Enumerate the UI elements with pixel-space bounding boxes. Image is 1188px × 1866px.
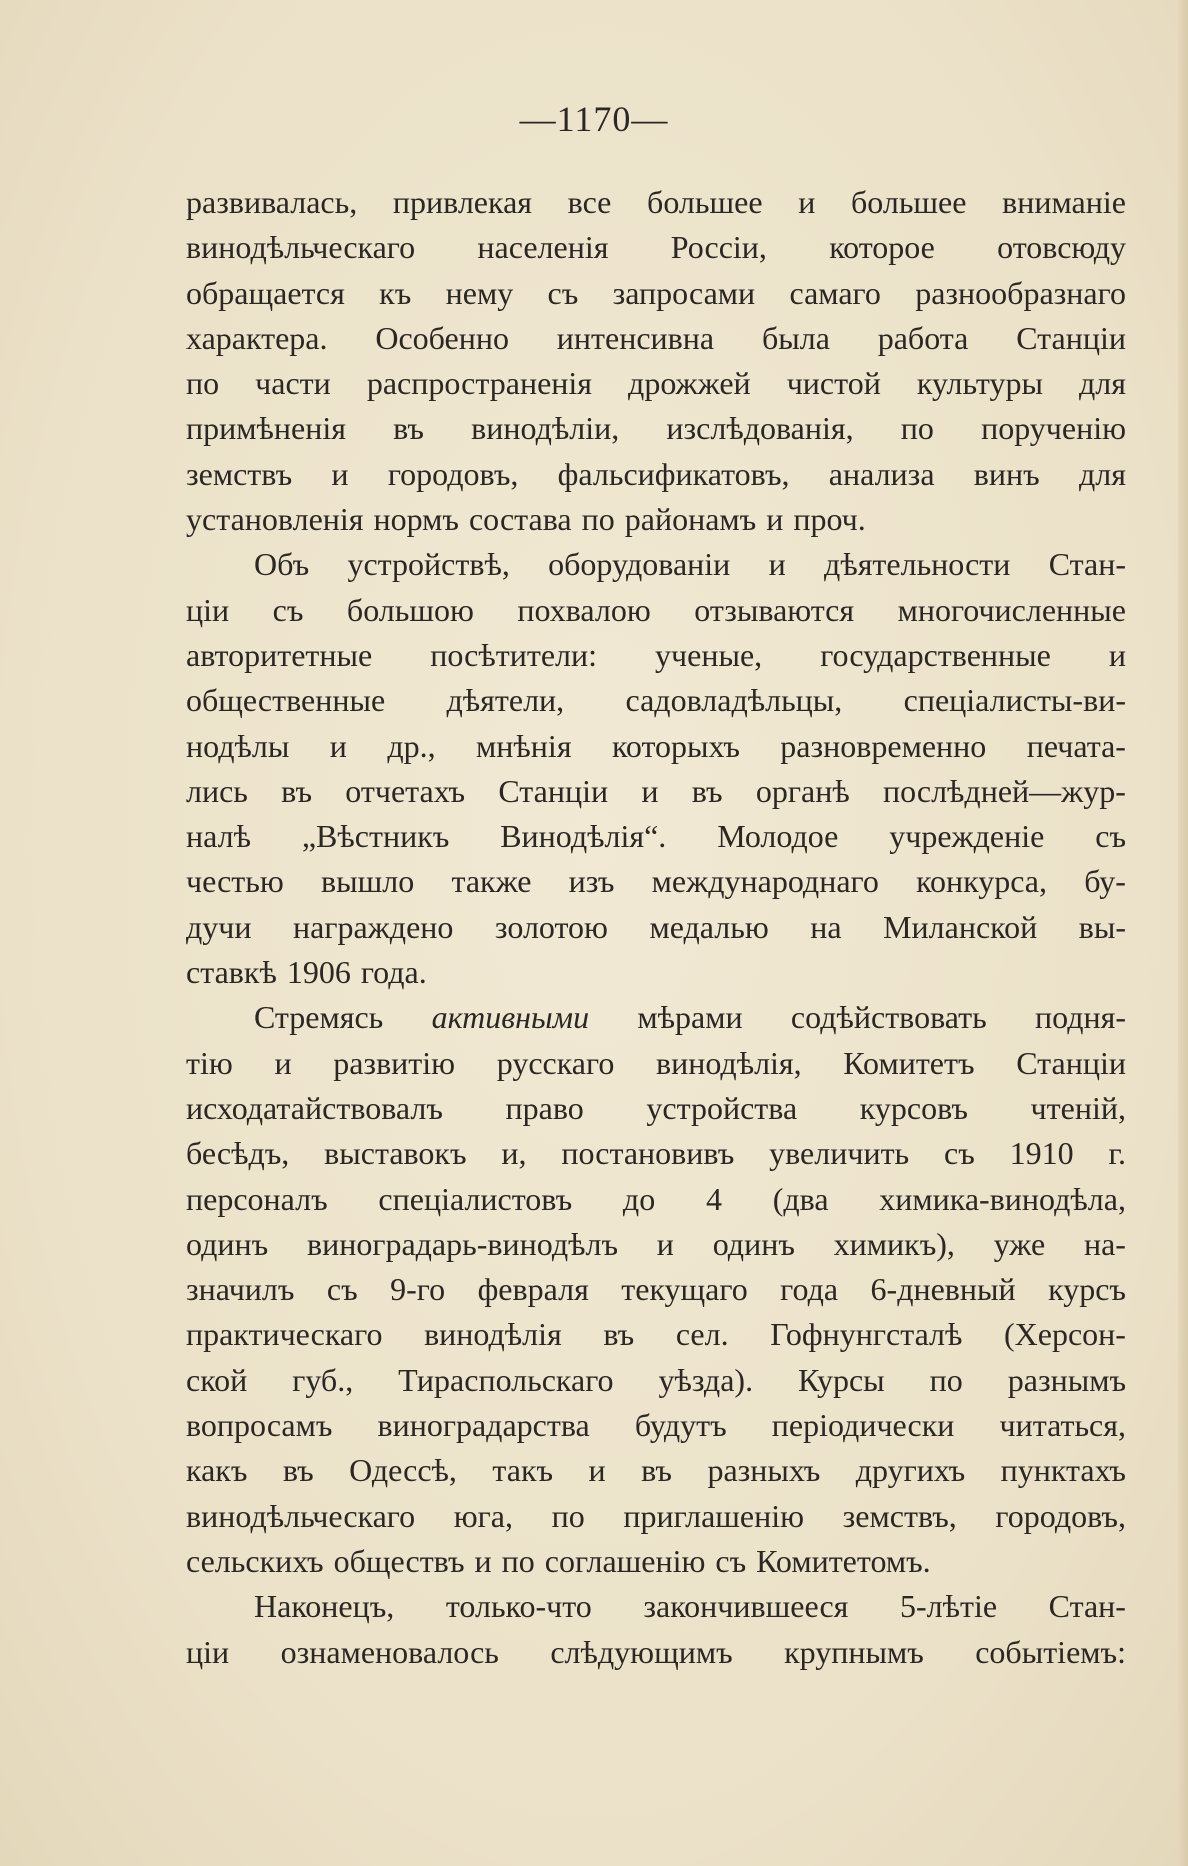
text-line: ціи съ большою похвалою отзываются многочисленные xyxy=(186,591,1126,628)
text-line: винодѣльческаго населенія Россіи, которое отовсюду xyxy=(186,229,1126,266)
text-line: исходатайствовалъ право устройства курсовъ чтеній, xyxy=(186,1089,1126,1126)
text-line: ставкѣ 1906 года. xyxy=(186,954,427,991)
text-line: Объ устройствѣ, оборудованіи и дѣятельности Стан- xyxy=(254,546,1126,583)
text-line: авторитетные посѣтители: ученые, государственные и xyxy=(186,636,1126,673)
text-line: Стремясь активными мѣрами содѣйствовать подня- xyxy=(254,999,1126,1036)
text-line: одинъ виноградарь-винодѣлъ и одинъ химикъ), уже на- xyxy=(186,1225,1126,1262)
body-text xyxy=(186,180,1126,1675)
text-line: дучи награждено золотою медалью на Миланской вы- xyxy=(186,908,1126,945)
text-line: вопросамъ виноградарства будутъ періодически читаться, xyxy=(186,1407,1126,1444)
text-line: земствъ и городовъ, фальсификатовъ, анализа винъ для xyxy=(186,455,1126,492)
text-line: развивалась, привлекая все большее и большее вниманіе xyxy=(186,184,1126,220)
text-line: нодѣлы и др., мнѣнія которыхъ разновременно печата- xyxy=(186,727,1126,764)
page-edge xyxy=(1178,0,1188,1866)
text-line: налѣ „Вѣстникъ Винодѣлія“. Молодое учрежденіе съ xyxy=(186,818,1126,855)
text-line: бесѣдъ, выставокъ и, постановивъ увеличить съ 1910 г. xyxy=(186,1135,1126,1172)
text-line: сельскихъ обществъ и по соглашенію съ Комитетомъ. xyxy=(186,1542,931,1579)
text-line: тію и развитію русскаго винодѣлія, Комитетъ Станціи xyxy=(186,1044,1126,1081)
text-line: ціи ознаменовалось слѣдующимъ крупнымъ событіемъ: xyxy=(186,1633,1126,1670)
text-line: значилъ съ 9-го февраля текущаго года 6-дневный курсъ xyxy=(186,1271,1126,1308)
text-line: общественные дѣятели, садовладѣльцы, спеціалисты-ви- xyxy=(186,682,1126,719)
text-line: примѣненія въ винодѣліи, изслѣдованія, по порученію xyxy=(186,410,1126,447)
text-line: обращается къ нему съ запросами самаго разнообразнаго xyxy=(186,274,1126,311)
text-line: характера. Особенно интенсивна была работа Станціи xyxy=(186,319,1126,356)
page-number: —1170— xyxy=(519,99,669,139)
text-line: лись въ отчетахъ Станціи и въ органѣ послѣдней—жур- xyxy=(186,772,1126,809)
text-line: Наконецъ, только-что закончившееся 5-лѣтіе Стан- xyxy=(254,1588,1126,1625)
text-line: установленія нормъ состава по районамъ и проч. xyxy=(186,501,866,538)
text-line: винодѣльческаго юга, по приглашенію земствъ, городовъ, xyxy=(186,1497,1126,1534)
text-line: какъ въ Одессѣ, такъ и въ разныхъ другихъ пунктахъ xyxy=(186,1452,1126,1489)
text-line: по части распространенія дрожжей чистой культуры для xyxy=(186,365,1126,402)
text-line: ской губ., Тираспольскаго уѣзда). Курсы по разнымъ xyxy=(186,1361,1126,1398)
text-line: персоналъ спеціалистовъ до 4 (два химика-винодѣла, xyxy=(186,1180,1126,1217)
text-line: практическаго винодѣлія въ сел. Гофнунгсталѣ (Херсон- xyxy=(186,1316,1126,1353)
text-line: честью вышло также изъ международнаго конкурса, бу- xyxy=(186,863,1126,900)
